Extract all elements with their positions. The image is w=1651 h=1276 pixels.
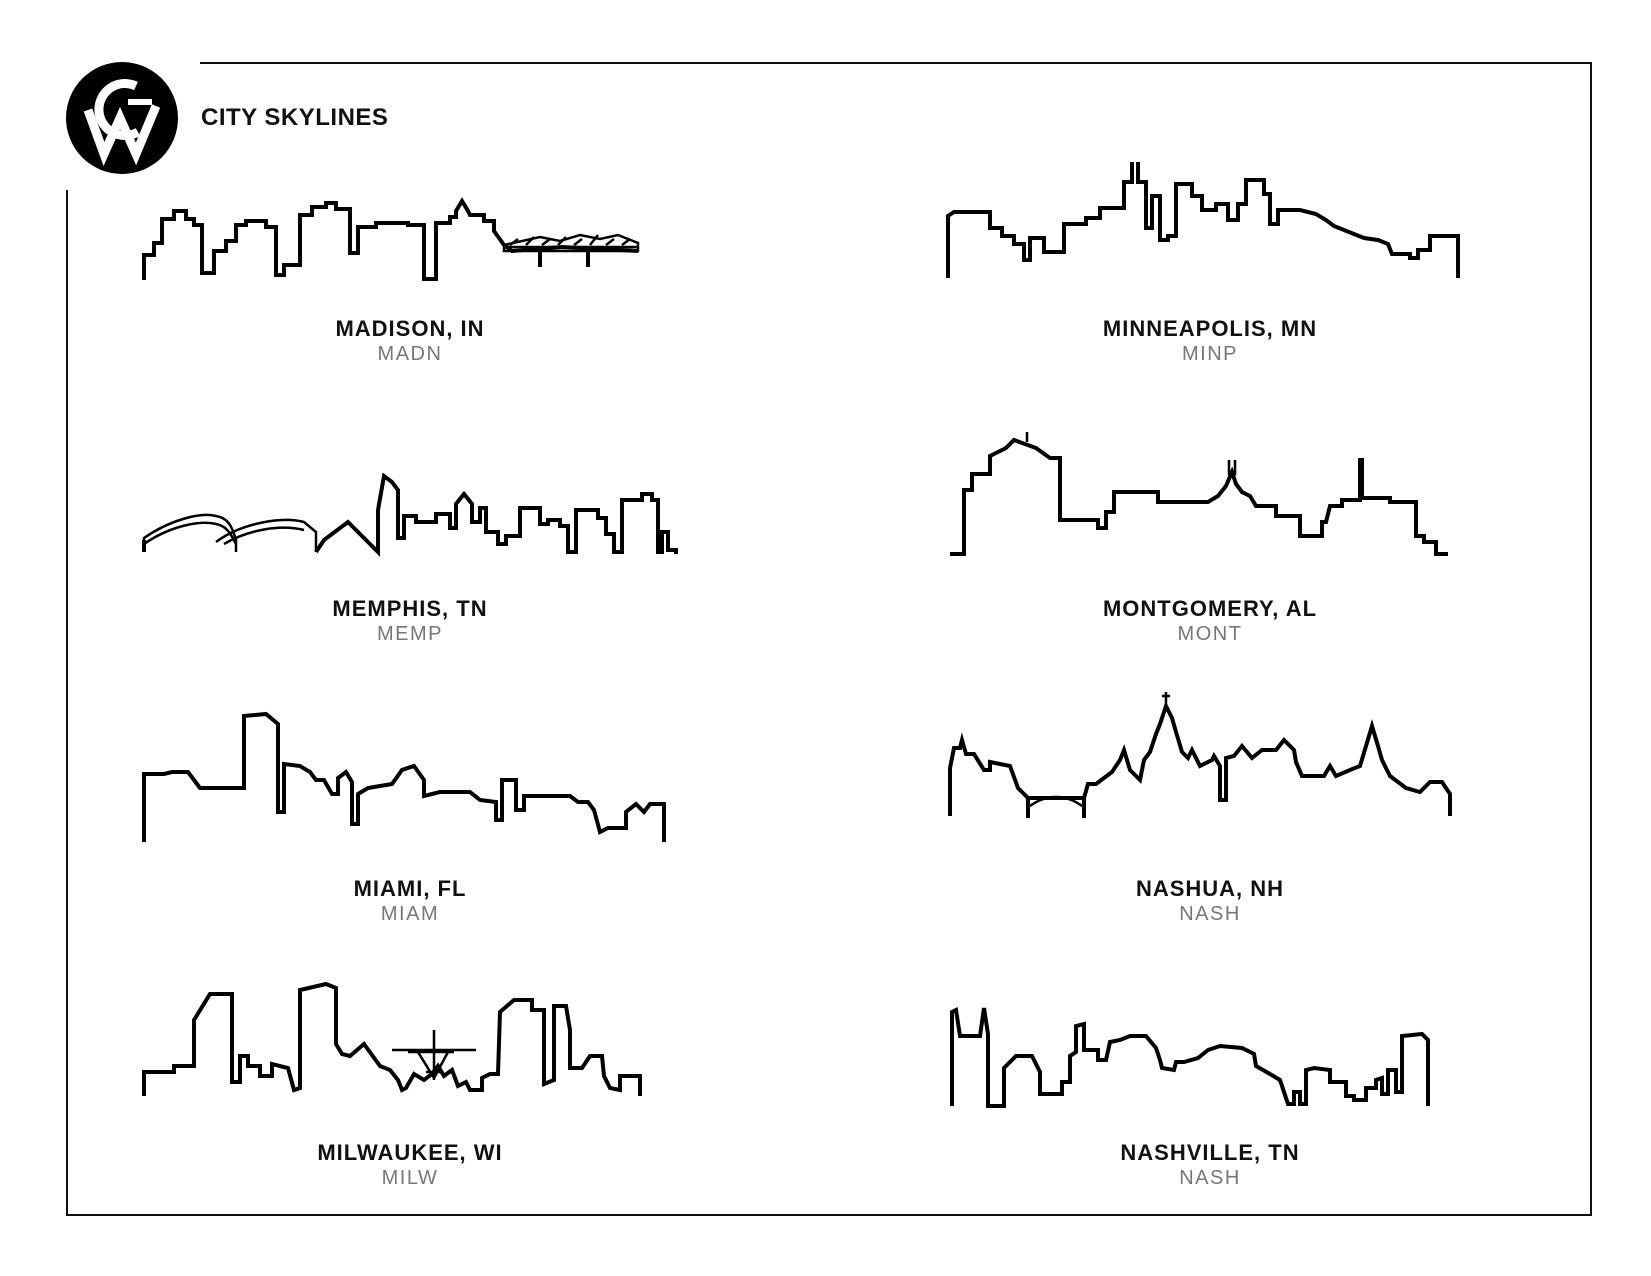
city-name: MILWAUKEE, WI <box>317 1140 503 1165</box>
city-name: MADISON, IN <box>335 316 485 341</box>
city-name: MEMPHIS, TN <box>332 596 488 621</box>
city-code: MEMP <box>377 623 443 645</box>
skyline-memphis <box>140 460 680 560</box>
city-name: NASHVILLE, TN <box>1120 1140 1300 1165</box>
skyline-montgomery <box>950 430 1490 560</box>
city-code: NASH <box>1179 1167 1241 1189</box>
city-label <box>1010 316 1410 366</box>
cw-logo <box>66 62 178 174</box>
city-code: MINP <box>1182 343 1238 365</box>
city-name: MINNEAPOLIS, MN <box>1102 316 1318 341</box>
skyline-milwaukee <box>140 980 680 1100</box>
skyline-miami <box>140 710 680 850</box>
skyline-nashville <box>950 1000 1490 1110</box>
city-label <box>210 596 610 646</box>
city-code: MADN <box>377 343 443 365</box>
city-label <box>210 876 610 926</box>
city-label <box>1010 1140 1410 1190</box>
city-code: MIAM <box>380 903 440 925</box>
city-label <box>1010 876 1410 926</box>
skyline-minneapolis <box>940 160 1480 280</box>
city-code: NASH <box>1179 903 1241 925</box>
city-label <box>1010 596 1410 646</box>
page-title: CITY SKYLINES <box>201 104 389 131</box>
skyline-nashua <box>950 690 1490 820</box>
city-label <box>210 316 610 366</box>
city-name: MIAMI, FL <box>353 876 467 901</box>
city-code: MONT <box>1177 623 1243 645</box>
city-label <box>210 1140 610 1190</box>
city-name: MONTGOMERY, AL <box>1102 596 1318 621</box>
city-code: MILW <box>381 1167 439 1189</box>
skyline-madison <box>140 195 680 285</box>
city-name: NASHUA, NH <box>1135 876 1285 901</box>
